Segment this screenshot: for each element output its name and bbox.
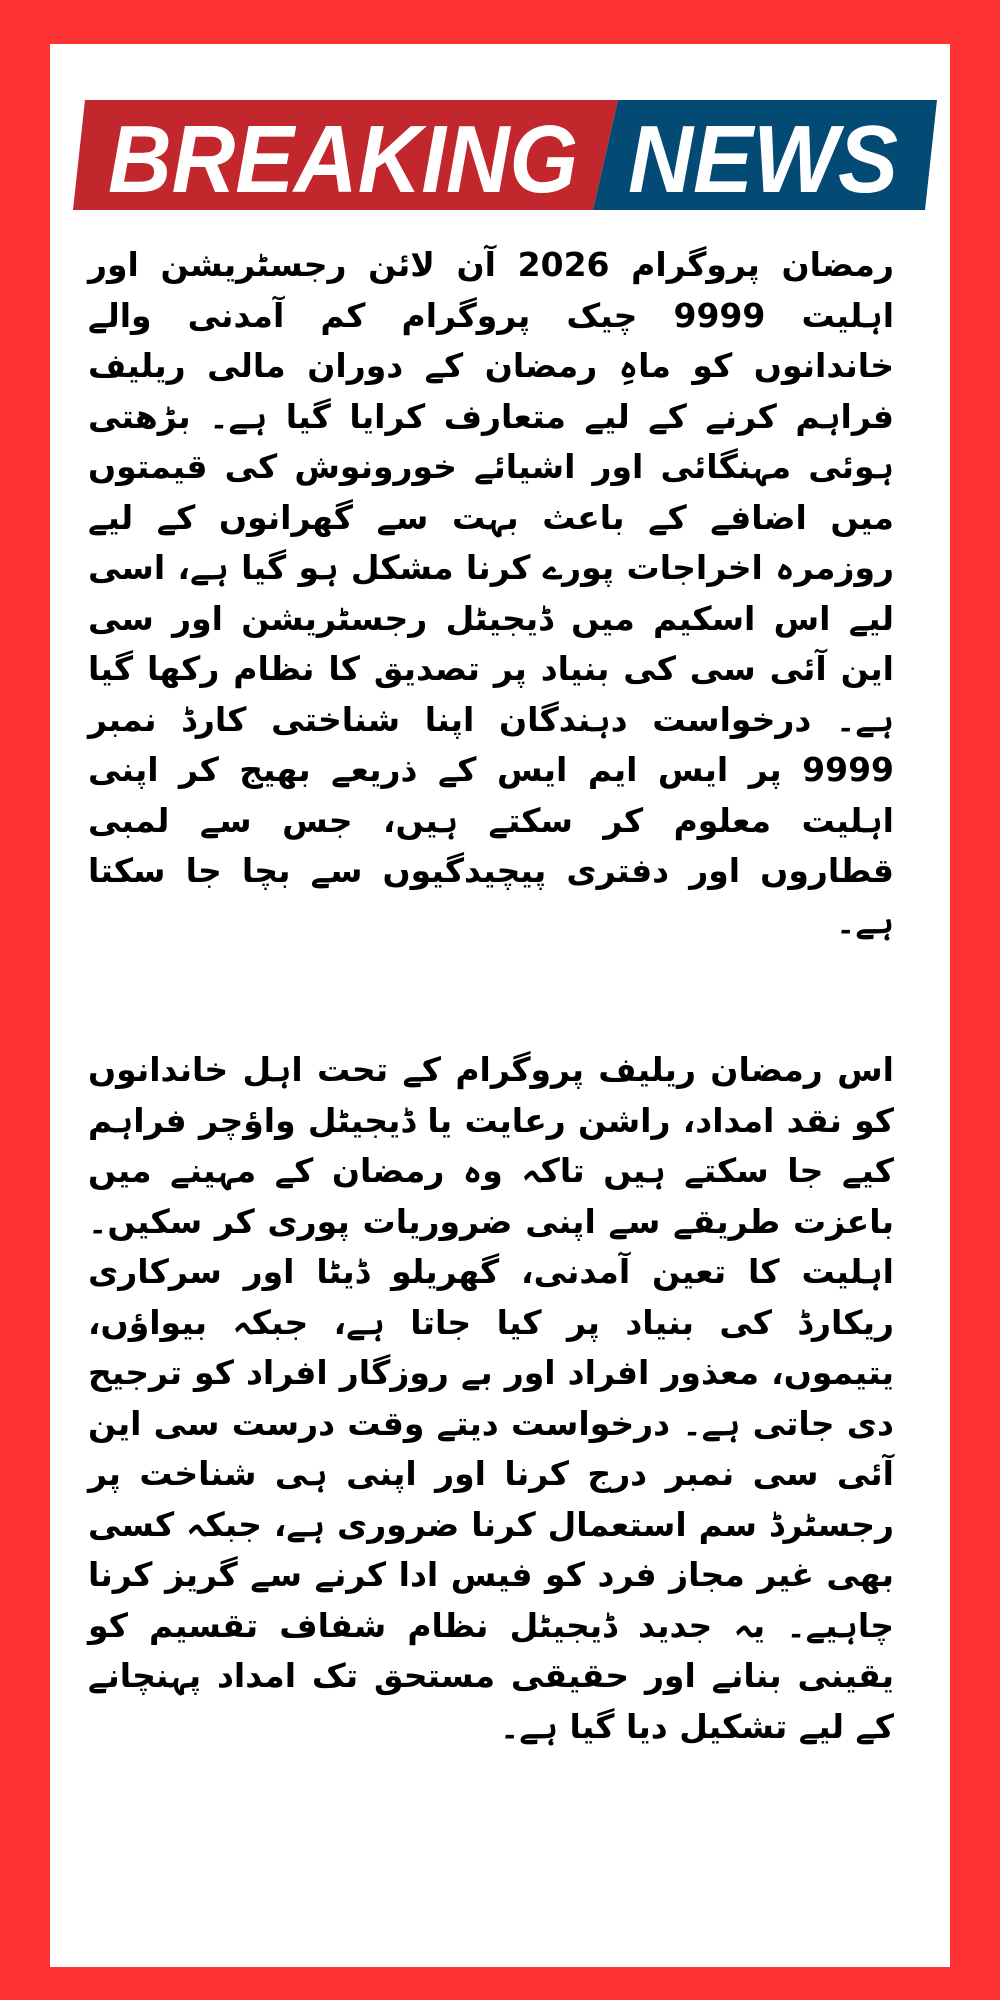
banner-word-breaking: BREAKING bbox=[108, 106, 578, 210]
article-paragraph-2: اس رمضان ریلیف پروگرام کے تحت اہل خاندانوں کو نقد امداد، راشن رعایت یا ڈیجیٹل واؤچر فراہم کیے جا سکتے ہیں تاکہ وہ رمضان کے مہینے میں باعزت طریقے سے اپنی ضروریات پوری کر سکیں۔ اہلیت کا تعین آمدنی، گھریلو ڈیٹا اور سرکاری ریکارڈ کی بنیاد پر کیا جاتا ہے، جبکہ بیواؤں، یتیموں، معذور افراد اور بے روزگار افراد کو ترجیح دی جاتی ہے۔ درخواست دیتے وقت درست سی این آئی سی نمبر درج کرنا اور اپنی ہی شناخت پر رجسٹرڈ سم استعمال کرنا ضروری ہے، جبکہ کسی بھی غیر مجاز فرد کو فیس ادا کرنے سے گریز کرنا چاہیے۔ یہ جدید ڈیجیٹل نظام شفاف تقسیم کو یقینی بنانے اور حقیقی مستحق تک امداد پہنچانے کے لیے تشکیل دیا گیا ہے۔ bbox=[88, 1050, 894, 1746]
content-panel bbox=[50, 44, 950, 1967]
banner-word-news: NEWS bbox=[628, 106, 898, 210]
breaking-news-banner bbox=[73, 100, 937, 210]
banner-graphic bbox=[73, 100, 937, 210]
article-paragraph-1: رمضان پروگرام 2026 آن لائن رجسٹریشن اور اہلیت 9999 چیک پروگرام کم آمدنی والے خاندانوں کو ماہِ رمضان کے دوران مالی ریلیف فراہم کرنے کے لیے متعارف کرایا گیا ہے۔ بڑھتی ہوئی مہنگائی اور اشیائے خورونوش کی قیمتوں میں اضافے کے باعث بہت سے گھرانوں کے لیے روزمرہ اخراجات پورے کرنا مشکل ہو گیا ہے، اسی لیے اس اسکیم میں ڈیجیٹل رجسٹریشن اور سی این آئی سی کی بنیاد پر تصدیق کا نظام رکھا گیا ہے۔ درخواست دہندگان اپنا شناختی کارڈ نمبر 9999 پر ایس ایم ایس کے ذریعے بھیج کر اپنی اہلیت معلوم کر سکتے ہیں، جس سے لمبی قطاروں اور دفتری پیچیدگیوں سے بچا جا سکتا ہے۔ bbox=[88, 245, 895, 941]
article-body bbox=[88, 240, 894, 1752]
